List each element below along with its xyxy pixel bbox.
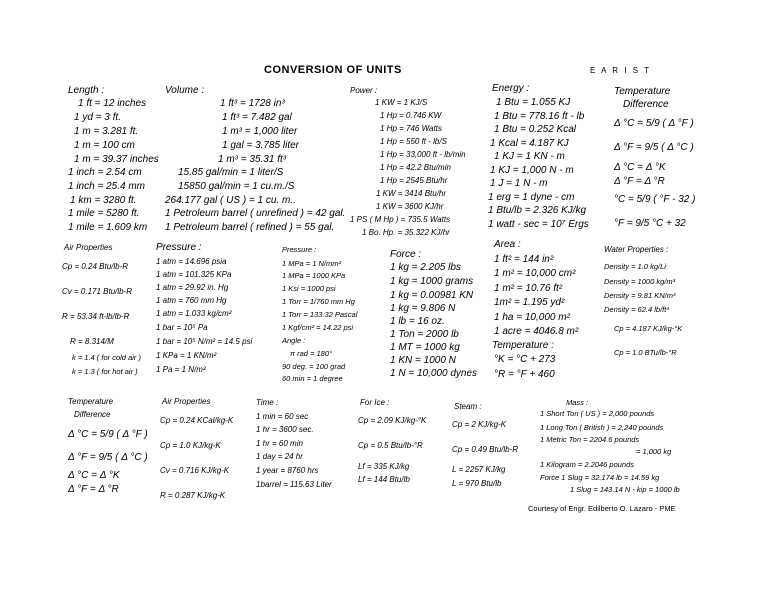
time-line: 1 day = 24 hr	[256, 452, 303, 461]
energy-line: 1 erg = 1 dyne - cm	[488, 192, 575, 203]
power-line: 1 Hp = 550 ft - lb/S	[380, 137, 447, 146]
ice-line: Cp = 0.5 Btu/lb-°R	[358, 441, 423, 450]
mass-line: 1 Short Ton ( US ) = 2,000 pounds	[540, 409, 655, 418]
temp2-line: Δ °C = Δ °K	[68, 470, 120, 481]
mass-line: Force 1 Slug = 32.174 lb = 14.59 kg	[540, 473, 660, 482]
force-line: 1 Ton = 2000 lb	[390, 329, 459, 340]
area-line: 1 m² = 10,000 cm²	[494, 268, 576, 279]
temp-line: °C = 5/9 ( °F - 32 )	[614, 194, 696, 205]
volume-line: 1 gal = 3.785 liter	[222, 140, 299, 151]
air-line: Cp = 0.24 Btu/lb-R	[62, 262, 129, 271]
temp2-heading: Temperature	[68, 397, 114, 406]
time-line: 1barrel = 115.63 Liter	[256, 480, 332, 489]
temp-heading: Temperature	[614, 86, 671, 97]
volume-line: 1 ft³ = 7.482 gal	[222, 112, 292, 123]
air-line: R = 53.34 ft-lb/lb-R	[62, 312, 130, 321]
ice-line: Cp = 2.09 KJ/kg-°K	[358, 416, 427, 425]
length-line: 1 m = 100 cm	[74, 140, 135, 151]
time-line: 1 year = 8760 hrs	[256, 466, 319, 475]
time-heading: Time :	[256, 398, 279, 407]
pressure-line: 1 bar = 10⁵ N/m² = 14.5 psi	[156, 337, 253, 346]
volume-line: 1 Petroleum barrel ( refined ) = 55 gal.	[165, 222, 335, 233]
courtesy-credit: Courtesy of Engr. Edilberto O. Lazaro - PME	[528, 504, 676, 513]
pressure-line: 1 atm = 1.033 kg/cm²	[156, 309, 232, 318]
time-line: 1 hr = 60 min	[256, 439, 303, 448]
length-line: 1 inch = 2.54 cm	[68, 167, 142, 178]
pressure2-line: 1 Torr = 133.32 Pascal	[282, 310, 358, 319]
temp-line: Δ °F = 9/5 ( Δ °C )	[614, 142, 694, 153]
ice-heading: For Ice :	[360, 398, 390, 407]
time-line: 1 hr = 3600 sec.	[256, 425, 314, 434]
water-line: Density = 9.81 KN/m³	[604, 291, 676, 300]
energy-line: 1 J = 1 N - m	[490, 178, 548, 189]
length-line: 1 km = 3280 ft.	[70, 195, 137, 206]
air-line: k = 1.4 ( for cold air )	[72, 353, 141, 362]
water-line: Density = 1000 kg/m³	[604, 277, 676, 286]
ice-line: Lf = 335 KJ/kg	[358, 462, 410, 471]
pressure2-line: 1 Kgf/cm² = 14.22 psi	[282, 323, 354, 332]
force-line: 1 kg = 2.205 lbs	[390, 262, 461, 273]
air-heading: Air Properties	[64, 243, 113, 252]
pressure-line: 1 KPa = 1 KN/m²	[156, 351, 217, 360]
temp2-line: Δ °F = Δ °R	[68, 484, 119, 495]
pressure2-line: 1 MPa = 1000 KPa	[282, 271, 346, 280]
pressure-line: 1 atm = 14.696 psia	[156, 257, 227, 266]
time-line: 1 min = 60 sec	[256, 412, 309, 421]
temp2-heading: Difference	[74, 410, 111, 419]
force-line: 1 N = 10,000 dynes	[390, 368, 478, 379]
temperature-heading: Temperature :	[492, 340, 554, 351]
air2-line: Cv = 0.716 KJ/kg-K	[160, 466, 230, 475]
steam-line: Cp = 0.49 Btu/lb-R	[452, 445, 519, 454]
air2-line: Cp = 1.0 KJ/kg-K	[160, 441, 221, 450]
temp2-line: Δ °F = 9/5 ( Δ °C )	[68, 452, 148, 463]
area-line: 1 ft² = 144 in²	[494, 254, 554, 265]
pressure2-line: 1 Ksi = 1000 psi	[282, 284, 336, 293]
steam-heading: Steam :	[454, 402, 482, 411]
power-line: 1 Hp = 746 Watts	[380, 124, 442, 133]
org-label: E A R I S T	[590, 66, 651, 75]
volume-line: 1 Petroleum barrel ( unrefined ) = 42 gal.	[165, 208, 346, 219]
energy-line: 1 Kcal = 4.187 KJ	[490, 138, 569, 149]
angle-line: π rad = 180°	[290, 349, 333, 358]
air2-line: Cp = 0.24 KCal/kg-K	[160, 416, 234, 425]
volume-line: 264.177 gal ( US ) = 1 cu. m..	[165, 195, 296, 206]
energy-heading: Energy :	[492, 83, 530, 94]
water-line: Cp = 4.187 KJ/kg-°K	[614, 324, 683, 333]
area-line: 1m² = 1.195 yd²	[494, 297, 565, 308]
energy-line: 1 Btu = 778.16 ft - lb	[494, 111, 585, 122]
mass-line: 1 Metric Ton = 2204.6 pounds	[540, 435, 640, 444]
power-heading: Power :	[350, 86, 378, 95]
area-heading: Area :	[494, 239, 521, 250]
length-heading: Length :	[68, 85, 105, 96]
angle-heading: Angle :	[282, 336, 306, 345]
steam-line: L = 2257 KJ/kg	[452, 465, 506, 474]
steam-line: L = 970 Btu/lb	[452, 479, 502, 488]
area-line: 1 ha = 10,000 m²	[494, 312, 570, 323]
mass-line: 1 Slug = 143.14 N - kip = 1000 lb	[570, 485, 680, 494]
volume-line: 1 m³ = 35.31 ft³	[218, 154, 287, 165]
power-line: 1 PS ( M Hp ) = 735.5 Watts	[350, 215, 451, 224]
water-heading: Water Properties :	[604, 245, 669, 254]
length-line: 1 mile = 1.609 km	[68, 222, 148, 233]
energy-line: 1 KJ = 1 KN - m	[494, 151, 565, 162]
angle-line: 90 deg. = 100 grad	[282, 362, 346, 371]
pressure2-line: 1 MPa = 1 N/mm²	[282, 259, 341, 268]
volume-line: 1 m³ = 1,000 liter	[222, 126, 298, 137]
air2-line: R = 0.287 KJ/kg-K	[160, 491, 226, 500]
water-line: Density = 1.0 kg/Li	[604, 262, 666, 271]
force-heading: Force :	[390, 249, 422, 260]
length-line: 1 m = 3.281 ft.	[74, 126, 139, 137]
angle-line: 60 min = 1 degree	[282, 374, 343, 383]
power-line: 1 Hp = 42.2 Btu/min	[380, 163, 451, 172]
steam-line: Cp = 2 KJ/kg-K	[452, 420, 507, 429]
water-line: Density = 62.4 lb/ft³	[604, 305, 669, 314]
area-line: 1 acre = 4046.8 m²	[494, 326, 579, 337]
mass-line: 1 Long Ton ( British ) = 2,240 pounds	[540, 423, 664, 432]
pressure-line: 1 Pa = 1 N/m²	[156, 365, 206, 374]
volume-line: 15850 gal/min = 1 cu.m./S	[178, 181, 295, 192]
force-line: 1 kg = 0.00981 KN	[390, 290, 474, 301]
mass-line: = 1,000 kg	[636, 447, 672, 456]
force-line: 1 kg = 9.806 N	[390, 303, 456, 314]
air-line: Cv = 0.171 Btu/lb-R	[62, 287, 133, 296]
power-line: 1 Hp = 2545 Btu/hr	[380, 176, 448, 185]
mass-heading: Mass :	[566, 398, 589, 407]
power-line: 1 Hp = 33,000 ft - lb/min	[380, 150, 466, 159]
temp-heading: Difference	[623, 99, 669, 110]
pressure2-heading: Pressure :	[282, 245, 317, 254]
length-line: 1 ft = 12 inches	[78, 98, 147, 109]
energy-line: 1 Btu = 1.055 KJ	[496, 97, 571, 108]
temp-line: Δ °C = 5/9 ( Δ °F )	[614, 118, 694, 129]
ice-line: Lf = 144 Btu/lb	[358, 475, 410, 484]
volume-line: 1 ft³ = 1728 in³	[220, 98, 285, 109]
volume-line: 15.85 gal/min = 1 liter/S	[178, 167, 284, 178]
energy-line: 1 watt - sec = 10⁷ Ergs	[488, 219, 589, 230]
power-line: 1 Hp = 0.746 KW	[380, 111, 442, 120]
pressure-line: 1 atm = 760 mm Hg	[156, 296, 227, 305]
power-line: 1 KW = 1 KJ/S	[375, 98, 428, 107]
pressure-line: 1 atm = 101.325 KPa	[156, 270, 232, 279]
energy-line: 1 Btu = 0.252 Kcal	[494, 124, 577, 135]
power-line: 1 KW = 3414 Btu/hr	[376, 189, 447, 198]
temp2-line: Δ °C = 5/9 ( Δ °F )	[68, 429, 148, 440]
force-line: 1 KN = 1000 N	[390, 355, 456, 366]
volume-heading: Volume :	[165, 85, 205, 96]
page-title: CONVERSION OF UNITS	[264, 64, 402, 76]
energy-line: 1 Btu/lb = 2.326 KJ/kg	[488, 205, 587, 216]
length-line: 1 yd = 3 ft.	[74, 112, 121, 123]
temp-line: °F = 9/5 °C + 32	[614, 218, 686, 229]
force-line: 1 MT = 1000 kg	[390, 342, 460, 353]
pressure-line: 1 atm = 29.92 in. Hg	[156, 283, 229, 292]
air-line: R = 8.314/M	[70, 337, 114, 346]
mass-line: 1 Kilogram = 2.2046 pounds	[540, 460, 635, 469]
length-line: 1 mile = 5280 ft.	[68, 208, 140, 219]
pressure-heading: Pressure :	[156, 242, 202, 253]
pressure-line: 1 bar = 10⁵ Pa	[156, 323, 208, 332]
area-line: 1 m² = 10.76 ft²	[494, 283, 563, 294]
air-line: k = 1.3 ( for hot air )	[72, 367, 138, 376]
temp-line: Δ °F = Δ °R	[614, 176, 665, 187]
temp-line: Δ °C = Δ °K	[614, 162, 666, 173]
temperature-line: °K = °C + 273	[494, 354, 556, 365]
power-line: 1 Bo. Hp. = 35.322 KJ/hr	[362, 228, 450, 237]
air2-heading: Air Properties	[162, 397, 211, 406]
pressure2-line: 1 Torr = 1/760 mm Hg	[282, 297, 355, 306]
force-line: 1 lb = 16 oz.	[390, 316, 445, 327]
water-line: Cp = 1.0 BTu/lb-°R	[614, 348, 677, 357]
energy-line: 1 KJ = 1,000 N - m	[490, 165, 574, 176]
force-line: 1 kg = 1000 grams	[390, 276, 474, 287]
temperature-line: °R = °F + 460	[494, 369, 555, 380]
length-line: 1 m = 39.37 inches	[74, 154, 159, 165]
power-line: 1 KW = 3600 KJ/hr	[376, 202, 444, 211]
length-line: 1 inch = 25.4 mm	[68, 181, 145, 192]
